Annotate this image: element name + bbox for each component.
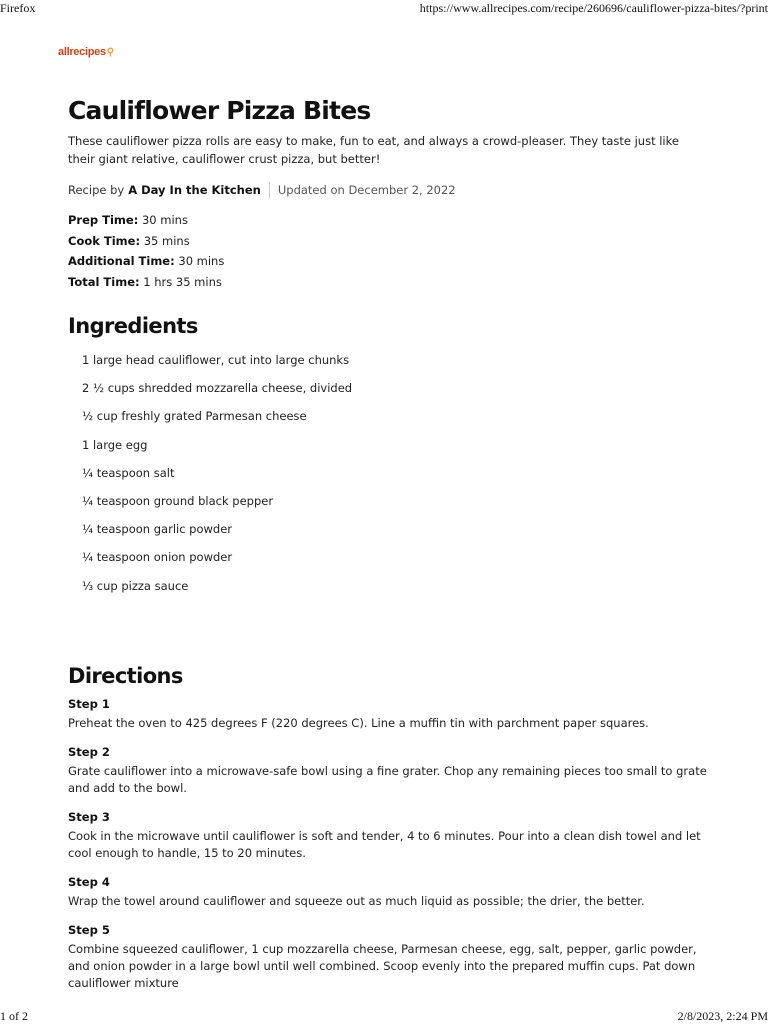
ingredient-item: 1 large head cauliflower, cut into large chunks	[82, 353, 350, 367]
time-row-prep	[68, 210, 708, 231]
updated-date: Updated on December 2, 2022	[277, 183, 456, 197]
page-count: 1 of 2	[0, 1009, 28, 1023]
time-row-total	[68, 272, 708, 293]
time-row-additional	[68, 251, 708, 272]
time-label: Total Time:	[68, 274, 140, 289]
step-label: Step 3	[68, 809, 110, 824]
step-label: Step 1	[68, 696, 110, 711]
page-url: https://www.allrecipes.com/recipe/260696/cauliflower-pizza-bites/?print	[419, 1, 768, 15]
ingredient-item: ¼ teaspoon onion powder	[82, 550, 233, 565]
spoon-icon: ⚲	[106, 47, 114, 58]
time-label: Prep Time:	[68, 213, 139, 227]
author-link[interactable]: A Day In the Kitchen	[128, 183, 261, 197]
direction-step	[68, 744, 708, 803]
ingredients-heading: Ingredients	[68, 314, 198, 338]
step-text: Combine squeezed cauliflower, 1 cup mozzarella cheese, Parmesan cheese, egg, salt, pepper, garlic powder, and onion powder in a large bowl until well combined. Scoop evenly into the prepared muffin cups. Pat down cauliflower mixture	[68, 941, 697, 990]
step-text: Preheat the oven to 425 degrees F (220 degrees C). Line a muffin tin with parchment paper squares.	[68, 715, 649, 730]
ingredient-item: ⅓ cup pizza sauce	[82, 578, 189, 593]
ingredient-item: ¼ teaspoon ground black pepper	[82, 494, 274, 509]
step-text: Cook in the microwave until cauliflower is soft and tender, 4 to 6 minutes. Pour into a clean dish towel and let cool enough to handle, 15 to 20 minutes.	[68, 828, 701, 860]
print-timestamp: 2/8/2023, 2:24 PM	[677, 1009, 768, 1023]
recipe-intro: These cauliflower pizza rolls are easy to make, fun to eat, and always a crowd-pleaser. They taste just like their giant relative, cauliflower crust pizza, but better!	[68, 134, 679, 166]
ingredient-item: 1 large egg	[82, 437, 148, 452]
time-value: 30 mins	[141, 213, 188, 227]
direction-step	[68, 922, 708, 998]
time-row-cook	[68, 231, 708, 252]
byline-prefix: Recipe by	[68, 183, 125, 197]
directions-heading: Directions	[68, 663, 183, 688]
recipe-title: Cauliflower Pizza Bites	[68, 96, 371, 125]
allrecipes-logo[interactable]	[58, 46, 114, 58]
step-text: Wrap the towel around cauliflower and squeeze out as much liquid as possible; the drier, the better.	[68, 893, 645, 908]
time-label: Cook Time:	[68, 233, 141, 248]
step-label: Step 4	[68, 874, 110, 889]
print-footer	[0, 1008, 768, 1024]
ingredients-list	[82, 346, 708, 600]
ingredient-item: ¼ teaspoon salt	[82, 465, 175, 480]
ingredient-item: ½ cup freshly grated Parmesan cheese	[82, 409, 307, 424]
byline-divider	[269, 182, 270, 198]
logo-text: allrecipes	[58, 46, 106, 58]
recipe-times	[68, 210, 708, 292]
time-label: Additional Time:	[68, 254, 175, 268]
time-value: 1 hrs 35 mins	[143, 274, 222, 289]
print-header	[0, 0, 768, 16]
step-label: Step 2	[68, 744, 110, 759]
ingredient-item: 2 ½ cups shredded mozzarella cheese, divided	[82, 381, 353, 396]
browser-name: Firefox	[0, 1, 36, 15]
direction-step	[68, 874, 708, 916]
direction-step	[68, 809, 708, 868]
recipe-content	[68, 95, 708, 998]
time-value: 30 mins	[178, 254, 225, 268]
direction-step	[68, 696, 708, 738]
byline	[68, 182, 708, 198]
ingredient-item: ¼ teaspoon garlic powder	[82, 522, 233, 537]
step-label: Step 5	[68, 922, 110, 937]
time-value: 35 mins	[143, 233, 190, 248]
step-text: Grate cauliflower into a microwave-safe bowl using a fine grater. Chop any remaining pieces too small to grate and add to the bowl.	[68, 763, 707, 795]
